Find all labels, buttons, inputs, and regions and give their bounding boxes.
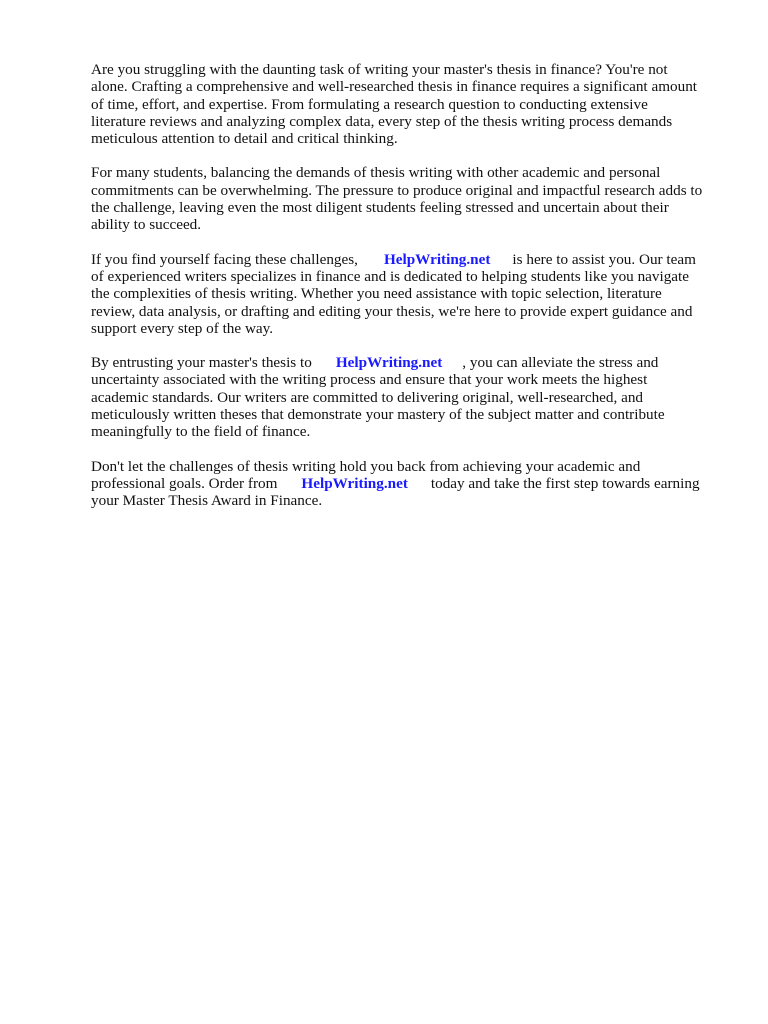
text-line: Are you struggling with the daunting task of writing your master's thesis in finance? You're not xyxy=(91,61,668,78)
text-segment: today and take the first step towards earning xyxy=(430,474,700,492)
paragraph-intro xyxy=(91,61,721,147)
text-segment: , you can alleviate the stress and xyxy=(462,354,659,372)
text-line: the complexities of thesis writing. Whether you need assistance with topic selection, literature xyxy=(91,285,662,303)
text-line: of experienced writers specializes in finance and is dedicated to helping students like you navigate xyxy=(91,267,690,285)
text-line: uncertainty associated with the writing process and ensure that your work meets the highest xyxy=(91,371,648,389)
text-line: ability to succeed. xyxy=(91,216,202,234)
text-segment: is here to assist you. Our team xyxy=(512,250,696,268)
text-line-with-link xyxy=(91,251,721,268)
text-line: meticulously written theses that demonstrate your mastery of the subject matter and contribute xyxy=(91,406,665,424)
text-line: Don't let the challenges of thesis writing hold you back from achieving your academic and xyxy=(91,457,641,475)
paragraph-assist xyxy=(91,251,721,337)
helpwriting-link[interactable]: HelpWriting.net xyxy=(383,250,491,268)
helpwriting-link[interactable]: HelpWriting.net xyxy=(301,474,408,492)
text-line-with-link xyxy=(91,475,721,492)
text-line: meticulous attention to detail and critical thinking. xyxy=(91,130,398,148)
text-line: the challenge, leaving even the most diligent students feeling stressed and uncertain about their xyxy=(91,199,669,217)
text-line: of time, effort, and expertise. From formulating a research question to conducting extensive xyxy=(91,95,648,113)
text-line: alone. Crafting a comprehensive and well-researched thesis in finance requires a significant amount xyxy=(91,78,698,96)
text-line: literature reviews and analyzing complex data, every step of the thesis writing process demands xyxy=(91,112,673,130)
helpwriting-link[interactable]: HelpWriting.net xyxy=(335,354,443,372)
text-line: meaningfully to the field of finance. xyxy=(91,423,311,441)
paragraph-challenges xyxy=(91,164,721,233)
text-line-with-link xyxy=(91,354,721,371)
text-segment: professional goals. Order from xyxy=(91,474,278,492)
text-line: your Master Thesis Award in Finance. xyxy=(91,492,323,510)
text-line: support every step of the way. xyxy=(91,319,274,337)
text-line: commitments can be overwhelming. The pressure to produce original and impactful research adds to xyxy=(91,181,703,199)
text-line: academic standards. Our writers are committed to delivering original, well-researched, and xyxy=(91,388,644,406)
text-line: review, data analysis, or drafting and editing your thesis, we're here to provide expert guidance and xyxy=(91,302,693,320)
paragraph-entrust xyxy=(91,354,721,440)
paragraph-order xyxy=(91,458,721,510)
text-line: For many students, balancing the demands of thesis writing with other academic and personal xyxy=(91,164,661,182)
text-segment: By entrusting your master's thesis to xyxy=(91,354,312,372)
text-segment: If you find yourself facing these challenges, xyxy=(91,250,358,268)
document-page xyxy=(91,61,721,527)
